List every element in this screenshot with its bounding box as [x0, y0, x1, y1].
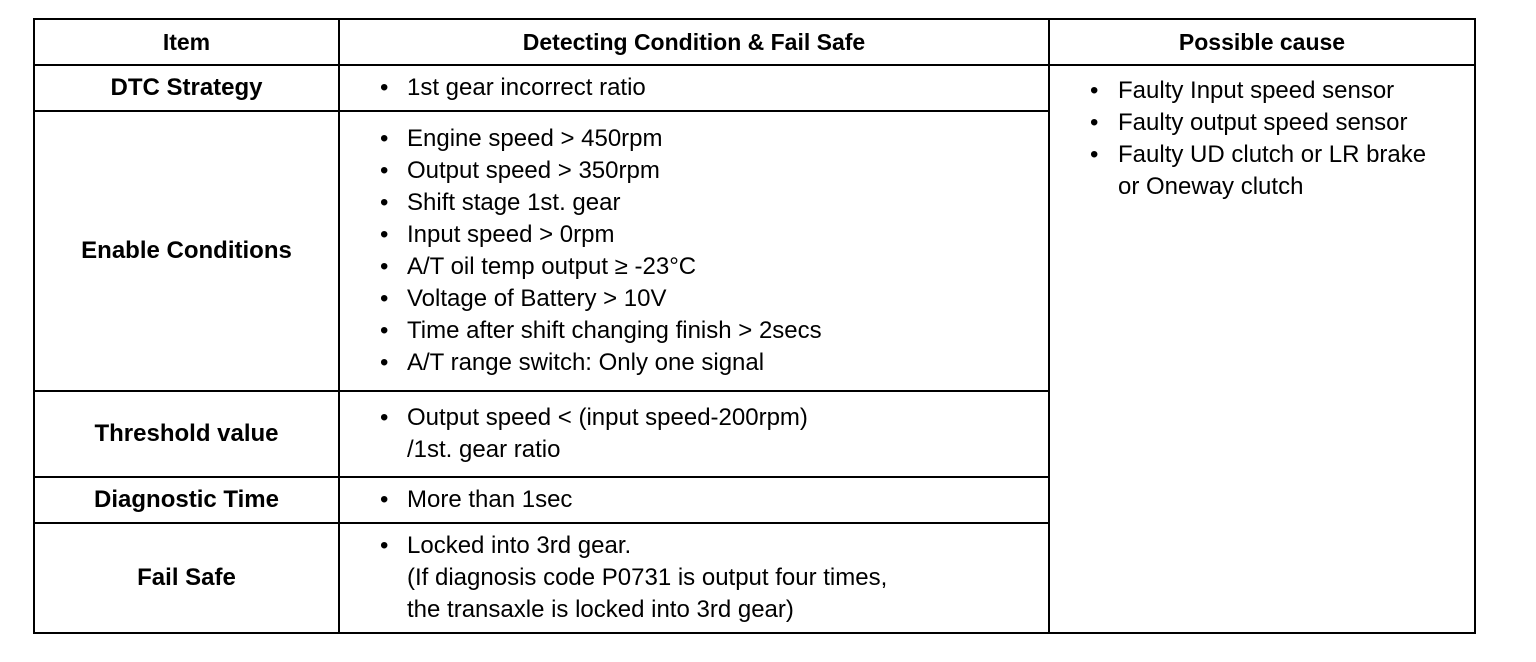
condition-list [340, 123, 1048, 379]
condition-item: • A/T range switch: Only one signal [340, 347, 1048, 379]
condition-cell-threshold-value [339, 391, 1049, 477]
condition-item: • Time after shift changing finish > 2secs [340, 315, 1048, 347]
header-possible-cause: Possible cause [1049, 19, 1475, 65]
condition-item [340, 402, 1048, 466]
condition-item-line: (If diagnosis code P0731 is output four times, [407, 564, 888, 591]
condition-item: • A/T oil temp output ≥ -23°C [340, 251, 1048, 283]
possible-cause-cell [1049, 65, 1475, 633]
condition-cell-fail-safe [339, 523, 1049, 633]
header-item: Item [34, 19, 339, 65]
row-label-enable-conditions: Enable Conditions [34, 111, 339, 391]
cause-item-line: or Oneway clutch [1118, 173, 1304, 200]
condition-item: • Voltage of Battery > 10V [340, 283, 1048, 315]
cause-item-line: • Faulty output speed sensor [1118, 109, 1408, 136]
dtc-table [33, 18, 1476, 634]
cause-item-line: • Faulty Input speed sensor [1118, 77, 1395, 104]
condition-list [340, 530, 1048, 626]
condition-item-line: • Locked into 3rd gear. [407, 532, 632, 559]
condition-list [340, 484, 1048, 516]
condition-item: • Shift stage 1st. gear [340, 187, 1048, 219]
condition-cell-enable-conditions [339, 111, 1049, 391]
condition-cell-diagnostic-time [339, 477, 1049, 523]
condition-item: • Input speed > 0rpm [340, 219, 1048, 251]
row-label-fail-safe: Fail Safe [34, 523, 339, 633]
cause-list [1050, 66, 1474, 203]
condition-item-line: /1st. gear ratio [407, 436, 561, 463]
cause-item [1050, 75, 1474, 107]
condition-item: • 1st gear incorrect ratio [340, 72, 1048, 104]
condition-cell-dtc-strategy [339, 65, 1049, 111]
condition-item: • Output speed > 350rpm [340, 155, 1048, 187]
cause-item [1050, 139, 1474, 203]
header-row [34, 19, 1475, 65]
condition-item: • More than 1sec [340, 484, 1048, 516]
cause-item-line: • Faulty UD clutch or LR brake [1118, 141, 1427, 168]
condition-item-line: • Output speed < (input speed-200rpm) [407, 404, 808, 431]
cause-item [1050, 107, 1474, 139]
header-detecting-condition: Detecting Condition & Fail Safe [339, 19, 1049, 65]
row-label-diagnostic-time: Diagnostic Time [34, 477, 339, 523]
condition-list [340, 72, 1048, 104]
condition-item: • Engine speed > 450rpm [340, 123, 1048, 155]
condition-list [340, 402, 1048, 466]
row-label-dtc-strategy: DTC Strategy [34, 65, 339, 111]
row-label-threshold-value: Threshold value [34, 391, 339, 477]
condition-item [340, 530, 1048, 626]
condition-item-line: the transaxle is locked into 3rd gear) [407, 596, 794, 623]
table-row-dtc-strategy [34, 65, 1475, 111]
